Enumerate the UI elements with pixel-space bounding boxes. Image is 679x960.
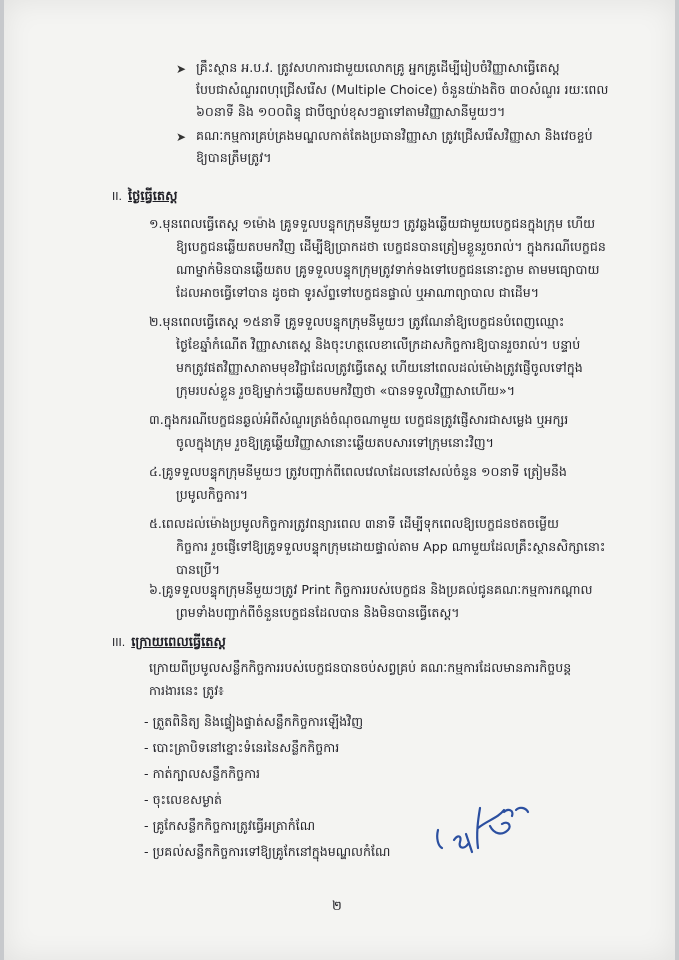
intro-bullet-2-line-1: គណៈកម្មការគ្រប់គ្រងមណ្ឌលកាត់តែងប្រធានវិញ្ញាសា ត្រូវជ្រើសរើសវិញ្ញាសា និងវេចខ្ចប់ xyxy=(196,128,593,143)
list-item: - ចុះលេខសម្ងាត់ xyxy=(144,792,223,807)
item-3-line-1: ៣.ក្នុងករណីបេក្ខជនឆ្ងល់អំពីសំណួរត្រង់ចំណុចណាមួយ បេក្ខជនត្រូវផ្ញើសារជាសម្លេង ឬអក្សរ xyxy=(149,412,569,427)
section-3-number: III. xyxy=(112,636,126,649)
item-3-line-2: ចូលក្នុងក្រុម រួចឱ្យគ្រូឆ្លើយវិញ្ញាសានោះឆ្លើយតបសារទៅក្រុមនោះវិញ។ xyxy=(176,435,494,450)
list-item: - ត្រួតពិនិត្យ និងផ្ទៀងផ្ទាត់សន្លឹកកិច្ចការឡើងវិញ xyxy=(144,714,364,729)
section-3-heading xyxy=(112,634,226,653)
item-6-line-2: ព្រមទាំងបញ្ជាក់ពីចំនួនបេក្ខជនដែលបាន និងមិនបានធ្វើតេស្ត។ xyxy=(176,605,460,620)
list-item-text: ប្រគល់សន្លឹកកិច្ចការទៅឱ្យគ្រូកែនៅក្នុងមណ្ឌលកំណែ xyxy=(152,844,391,859)
list-item-text: កាត់ក្បាលសន្លឹកកិច្ចការ xyxy=(152,766,261,781)
list-item: - កាត់ក្បាលសន្លឹកកិច្ចការ xyxy=(144,766,261,781)
arrow-bullet-icon: ➤ xyxy=(176,62,187,76)
intro-bullet-1-line-3: ៦០នាទី និង ១០០ពិន្ទុ ជាបីច្បាប់ខុសៗគ្នាទៅតាមវិញ្ញាសានីមួយៗ។ xyxy=(196,104,506,119)
item-5-line-2: កិច្ចការ រួចផ្ញើទៅឱ្យគ្រូទទួលបន្ទុកក្រុមដោយផ្ទាល់តាម App ណាមួយដែលគ្រឹះស្ថានសិក្សានោះ xyxy=(176,539,606,554)
item-2-line-3: មកត្រូវផតវិញ្ញាសាតាមមុខវិជ្ជាដែលត្រូវធ្វើតេស្ត ហើយនៅពេលដល់ម៉ោងត្រូវផ្ញើចូលទៅក្នុង xyxy=(176,360,583,375)
item-5-line-1: ៥.ពេលដល់ម៉ោងប្រមូលកិច្ចការត្រូវពន្យារពេល ៣នាទី ដើម្បីទុកពេលឱ្យបេក្ខជនថតចម្លើយ xyxy=(149,516,559,531)
intro-bullet-1-line-2: បែបជាសំណួរពហុជ្រើសរើស (Multiple Choice) ចំនួនយ៉ាងតិច ៣០សំណួរ រយៈពេល xyxy=(196,82,609,97)
item-5-line-3: បានប្រើ។ xyxy=(176,562,221,577)
item-6-line-1: ៦.គ្រូទទួលបន្ទុកក្រុមនីមួយៗត្រូវ Print កិច្ចការរបស់បេក្ខជន និងប្រគល់ជូនគណៈកម្មការកណ្តាល xyxy=(149,582,593,597)
arrow-bullet-icon: ➤ xyxy=(176,130,187,144)
section-3-intro-line-1: ក្រោយពីប្រមូលសន្លឹកកិច្ចការរបស់បេក្ខជនបានចប់សព្វគ្រប់ គណៈកម្មការដែលមានភារកិច្ចបន្ត xyxy=(149,660,572,675)
item-2-line-2: ថ្ងៃខែឆ្នាំកំណើត វិញ្ញាសាតេស្ត និងចុះហត្ថលេខាលើក្រដាសកិច្ចការឱ្យបានរួចរាល់។ បន្ទាប់ xyxy=(176,337,581,352)
item-1-line-4: ដែលអាចធ្វើទៅបាន ដូចជា ទូរស័ព្ទទៅបេក្ខជនផ្ទាល់ ឬអាណាព្យាបាល ជាដើម។ xyxy=(176,285,540,300)
section-3-intro-line-2: ការងារនេះ ត្រូវ៖ xyxy=(149,683,224,698)
list-item-text: បោះត្រាបិទនៅខ្នោះទំនេរនៃសន្លឹកកិច្ចការ xyxy=(152,740,340,755)
intro-bullet-1-line-1: គ្រឹះស្ថាន អ.ប.វ. ត្រូវសហការជាមួយលោកគ្រូ អ្នកគ្រូដើម្បីរៀបចំវិញ្ញាសាធ្វើតេស្ត xyxy=(196,60,560,75)
list-item-text: គ្រូកែសន្លឹកកិច្ចការត្រូវធ្វើអត្រាកំណែ xyxy=(152,818,316,833)
signature-initials xyxy=(432,790,542,860)
item-4-line-1: ៤.គ្រូទទួលបន្ទុកក្រុមនីមួយៗ ត្រូវបញ្ជាក់ពីពេលវេលាដែលនៅសល់ចំនួន ១០នាទី ត្រៀមនឹង xyxy=(149,464,567,479)
document-page xyxy=(4,0,675,960)
item-1-line-2: ឱ្យបេក្ខជនឆ្លើយតបមកវិញ ដើម្បីឱ្យប្រាកដថា បេក្ខជនបានត្រៀមខ្លួនរួចរាល់។ ក្នុងករណីបេក្ខជន xyxy=(176,239,606,254)
item-1-line-1: ១.មុនពេលធ្វើតេស្ត ១ម៉ោង គ្រូទទួលបន្ទុកក្រុមនីមួយៗ ត្រូវឆ្លងឆ្លើយជាមួយបេក្ខជនក្នុងក្រុម ហើយ xyxy=(149,216,596,231)
item-1-line-3: ណាម្នាក់មិនបានឆ្លើយតប គ្រូទទួលបន្ទុកក្រុមត្រូវទាក់ទងទៅបេក្ខជននោះភ្លាម តាមមធ្យោបាយ xyxy=(176,262,600,277)
list-item-text: ចុះលេខសម្ងាត់ xyxy=(152,792,223,807)
section-2-heading xyxy=(112,188,178,207)
list-item: - គ្រូកែសន្លឹកកិច្ចការត្រូវធ្វើអត្រាកំណែ xyxy=(144,818,316,833)
list-item-text: ត្រួតពិនិត្យ និងផ្ទៀងផ្ទាត់សន្លឹកកិច្ចការឡើងវិញ xyxy=(152,714,364,729)
page-number: ២ xyxy=(332,899,342,914)
item-2-line-1: ២.មុនពេលធ្វើតេស្ត ១៥នាទី គ្រូទទួលបន្ទុកក្រុមនីមួយៗ ត្រូវណែនាំឱ្យបេក្ខជនបំពេញឈ្មោះ xyxy=(149,314,565,329)
section-3-title: ក្រោយពេលធ្វើតេស្ត xyxy=(131,635,226,650)
section-2-number: II. xyxy=(112,190,122,203)
list-item: - ប្រគល់សន្លឹកកិច្ចការទៅឱ្យគ្រូកែនៅក្នុងមណ្ឌលកំណែ xyxy=(144,844,391,859)
item-4-line-2: ប្រមូលកិច្ចការ។ xyxy=(176,487,249,502)
item-2-line-4: ក្រុមរបស់ខ្លួន រួចឱ្យម្នាក់ៗឆ្លើយតបមកវិញថា «បានទទួលវិញ្ញាសាហើយ»។ xyxy=(176,383,516,398)
section-2-title: ថ្ងៃធ្វើតេស្ត xyxy=(128,189,178,204)
list-item: - បោះត្រាបិទនៅខ្នោះទំនេរនៃសន្លឹកកិច្ចការ xyxy=(144,740,340,755)
intro-bullet-2-line-2: ឱ្យបានត្រឹមត្រូវ។ xyxy=(196,150,272,165)
